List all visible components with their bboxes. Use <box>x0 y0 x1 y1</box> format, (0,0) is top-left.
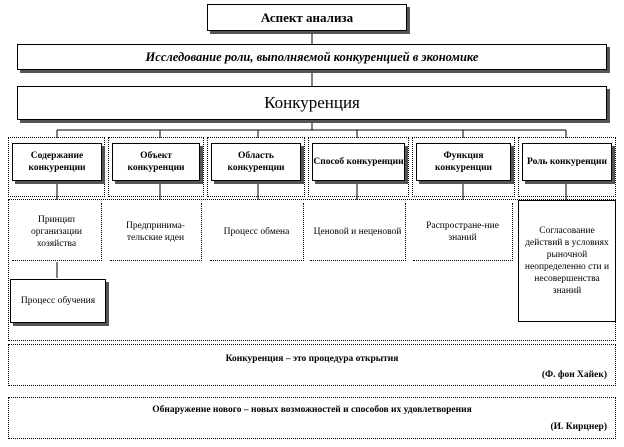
category-area <box>211 143 301 181</box>
detail-text: Согласование действий в условиях рыночной неопределенно сти и несовершенства знаний <box>524 226 610 296</box>
quote-hayek <box>8 344 616 386</box>
category-title: Область конкуренции <box>227 151 285 173</box>
detail-text: Распростране-ние знаний <box>426 220 499 243</box>
category-function <box>416 143 511 181</box>
category-content <box>12 143 102 181</box>
competition-label: Конкуренция <box>264 93 360 112</box>
quote-hayek-text: Конкуренция – это процедура открытия <box>225 354 399 364</box>
category-title: Функция конкуренции <box>434 151 493 173</box>
aspect-box <box>207 4 407 31</box>
detail-method <box>310 203 406 261</box>
learning-process-label: Процесс обучения <box>20 296 96 306</box>
detail-text: Процесс обмена <box>223 226 290 237</box>
learning-process-box <box>10 279 106 323</box>
quote-kirzner-text: Обнаружение нового – новых возможностей и способов их удовлетворения <box>152 405 472 415</box>
detail-function <box>413 203 513 261</box>
detail-role <box>518 200 616 322</box>
research-box <box>17 44 607 70</box>
category-method <box>312 143 405 181</box>
detail-text: Принцип организации хозяйства <box>30 214 82 249</box>
detail-object <box>110 203 202 261</box>
category-title: Объект конкуренции <box>127 151 185 173</box>
category-title: Способ конкуренции <box>313 157 404 167</box>
aspect-label: Аспект анализа <box>260 9 354 25</box>
detail-content <box>12 203 102 261</box>
detail-area-exchange <box>210 203 304 261</box>
category-object <box>112 143 200 181</box>
category-role <box>522 143 612 181</box>
quote-hayek-author: (Ф. фон Хайек) <box>541 370 607 380</box>
competition-box <box>17 86 607 120</box>
research-label: Исследование роли, выполняемой конкуренцией в экономике <box>145 49 479 64</box>
quote-kirzner-author: (И. Кирцнер) <box>550 422 607 432</box>
category-title: Содержание конкуренции <box>28 151 86 173</box>
detail-text: Ценовой и неценовой <box>313 226 402 237</box>
category-title: Роль конкуренции <box>527 157 607 167</box>
quote-kirzner <box>8 397 616 439</box>
detail-text: Предпринима-тельские идеи <box>126 220 185 243</box>
